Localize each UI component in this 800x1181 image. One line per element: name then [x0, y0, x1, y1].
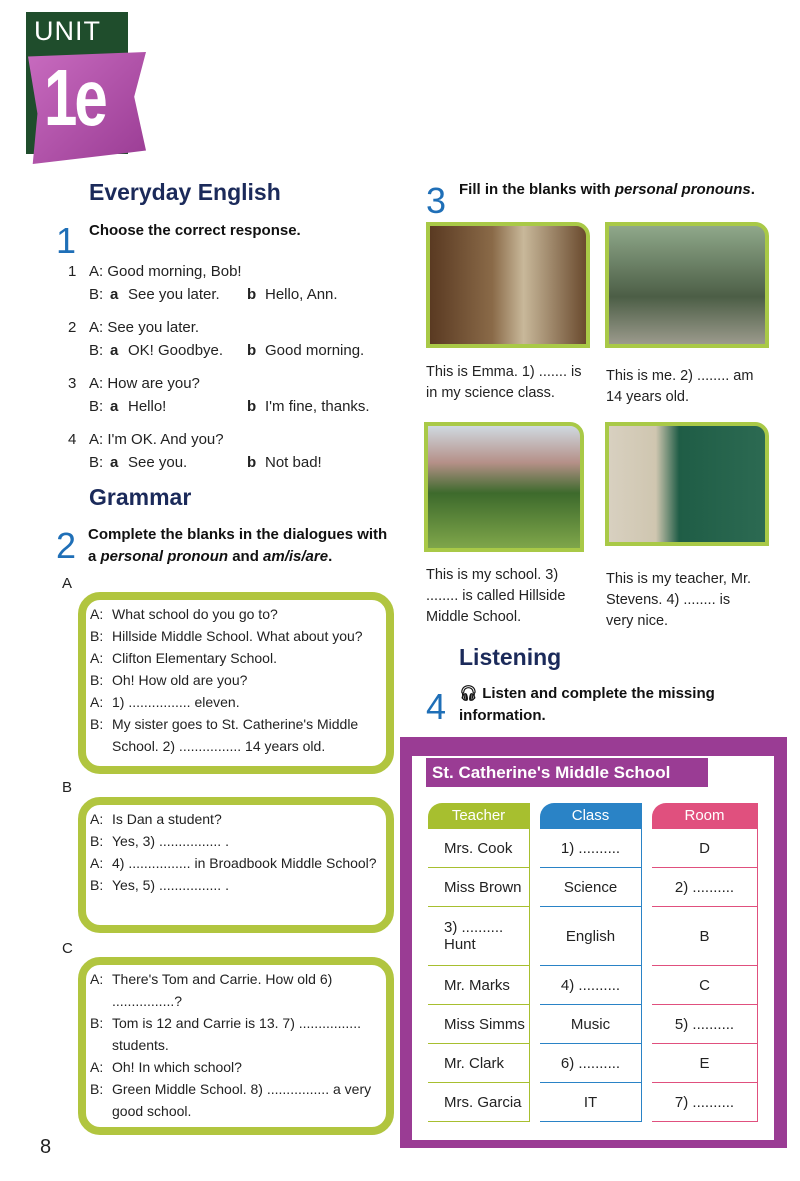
table-cell: Miss Simms [428, 1005, 529, 1044]
option-b-letter: b [247, 286, 257, 303]
exercise-1-item [68, 260, 388, 316]
option-a-letter: a [110, 454, 119, 471]
table-cell: E [652, 1044, 757, 1083]
headphones-icon[interactable]: 🎧︎ [459, 685, 479, 702]
table-cell: IT [540, 1083, 641, 1122]
dialogue-b-label: B [62, 779, 73, 796]
dialogue-line: 1) ................ eleven. [112, 694, 240, 710]
column-header: Class [540, 803, 641, 829]
dialogue-line: Oh! In which school? [112, 1059, 242, 1075]
option-a-letter: a [110, 398, 119, 415]
dialogue-b-box [78, 797, 394, 933]
column-header: Teacher [428, 803, 529, 829]
unit-label: UNIT [34, 16, 101, 46]
photo-emma-library [426, 222, 590, 348]
table-cell: 3) .......... Hunt [428, 907, 529, 966]
table-cell: English [540, 907, 641, 966]
speaker: A: [90, 971, 104, 987]
table-cell: Music [540, 1005, 641, 1044]
dialogue-a-box [78, 592, 394, 774]
option-a[interactable]: See you later. [128, 286, 220, 303]
dialogue-a-label: A [62, 575, 73, 592]
column-header: Room [652, 803, 757, 829]
b-prefix: B: [89, 342, 104, 359]
item-number: 2 [68, 319, 77, 336]
speaker: A: [90, 855, 104, 871]
dialogue-line: Yes, 3) ................ . [112, 833, 229, 849]
instr-em: personal pronoun [100, 548, 229, 565]
table-cell: 6) .......... [540, 1044, 641, 1083]
caption-3: This is my school. 3) ........ is called Hillside Middle School. [426, 567, 566, 625]
dialogue-line: Yes, 5) ................ . [112, 877, 229, 893]
instr-em: personal pronouns [614, 181, 751, 198]
table-cell: Mrs. Cook [428, 829, 529, 868]
dialogue-line: Green Middle School. 8) ................ a very good school. [112, 1081, 372, 1119]
speaker: B: [90, 877, 104, 893]
option-b-letter: b [247, 454, 257, 471]
dialogue-line: What school do you go to? [112, 606, 278, 622]
option-a-letter: a [110, 342, 119, 359]
photo-teacher [605, 422, 769, 546]
dialogue-line: Hillside Middle School. What about you? [112, 628, 363, 644]
exercise-1-items [68, 260, 388, 484]
dialogue-line: Clifton Elementary School. [112, 650, 277, 666]
instr-text: Complete the blanks in the dialogues with a [88, 526, 388, 565]
option-a[interactable]: See you. [128, 454, 188, 471]
photo-school [424, 422, 584, 552]
exercise-2-number: 2 [56, 525, 77, 566]
dialogue-line: Tom is 12 and Carrie is 13. 7) ................ students. [112, 1015, 361, 1053]
option-b[interactable]: I'm fine, thanks. [265, 398, 370, 415]
option-b-letter: b [247, 342, 257, 359]
speaker: A: [90, 1059, 104, 1075]
table-cell: 5) .......... [652, 1005, 757, 1044]
exercise-3-instruction: Fill in the blanks with personal pronouns. [459, 181, 755, 198]
table-cell: D [652, 829, 757, 868]
caption-4: This is my teacher, Mr. Stevens. 4) ........ is very nice. [606, 571, 752, 629]
photo-girl-uniform [605, 222, 769, 348]
grammar-heading: Grammar [89, 484, 192, 510]
table-cell: 7) .......... [652, 1083, 757, 1122]
dialogue-line: Is Dan a student? [112, 811, 222, 827]
item-number: 3 [68, 375, 77, 392]
table-cell: Mrs. Garcia [428, 1083, 529, 1122]
option-b[interactable]: Good morning. [265, 342, 365, 359]
item-number: 4 [68, 431, 77, 448]
option-a[interactable]: Hello! [128, 398, 167, 415]
exercise-1-item [68, 372, 388, 428]
dialogue-line: Oh! How old are you? [112, 672, 248, 688]
exercise-1-instruction: Choose the correct response. [89, 222, 301, 239]
everyday-english-heading: Everyday English [89, 179, 281, 205]
option-a-letter: a [110, 286, 119, 303]
exercise-1-item [68, 428, 388, 484]
listening-heading: Listening [459, 644, 562, 670]
b-prefix: B: [89, 286, 104, 303]
speaker: B: [90, 833, 104, 849]
column-room [652, 803, 758, 1122]
table-cell: 2) .......... [652, 868, 757, 907]
exercise-4-number: 4 [426, 686, 447, 727]
page-number: 8 [40, 1136, 52, 1158]
option-b[interactable]: Hello, Ann. [265, 286, 338, 303]
b-prefix: B: [89, 454, 104, 471]
exercise-1-item [68, 316, 388, 372]
table-cell: B [652, 907, 757, 966]
table-cell: Mr. Clark [428, 1044, 529, 1083]
column-teacher [428, 803, 530, 1122]
table-cell: 4) .......... [540, 966, 641, 1005]
dialogue-line: My sister goes to St. Catherine's Middle School. 2) ................ 14 years old. [112, 716, 359, 754]
instr-text: Fill in the blanks with [459, 181, 611, 198]
speaker: B: [90, 1015, 104, 1031]
table-cell: C [652, 966, 757, 1005]
instr-text: and [232, 548, 259, 565]
b-prefix: B: [89, 398, 104, 415]
option-a[interactable]: OK! Goodbye. [128, 342, 224, 359]
table-cell: 1) .......... [540, 829, 641, 868]
item-number: 1 [68, 263, 77, 280]
speaker: B: [90, 672, 104, 688]
unit-number: 1e [44, 53, 105, 142]
dialogue-line: There's Tom and Carrie. How old 6) ................? [112, 971, 333, 1009]
speaker: A: [90, 694, 104, 710]
table-cell: Mr. Marks [428, 966, 529, 1005]
speaker: B: [90, 628, 104, 644]
caption-1: This is Emma. 1) ....... is in my science class. [426, 364, 582, 401]
instr-em: am/is/are [263, 548, 329, 565]
prompt: A: How are you? [89, 375, 200, 392]
instr-text: Listen and complete the missing information. [459, 685, 715, 724]
column-class [540, 803, 642, 1122]
exercise-3-number: 3 [426, 180, 447, 221]
dialogue-c-box [78, 957, 394, 1135]
table-cell: Science [540, 868, 641, 907]
exercise-1-number: 1 [56, 220, 77, 261]
speaker: A: [90, 811, 104, 827]
exercise-2-instruction: Complete the blanks in the dialogues with a personal pronoun and am/is/are. [88, 526, 388, 565]
dialogue-line: 4) ................ in Broadbook Middle School? [112, 855, 377, 871]
option-b[interactable]: Not bad! [265, 454, 322, 471]
table-title: St. Catherine's Middle School [426, 758, 708, 787]
prompt: A: Good morning, Bob! [89, 263, 242, 280]
speaker: A: [90, 606, 104, 622]
speaker: A: [90, 650, 104, 666]
prompt: A: See you later. [89, 319, 200, 336]
speaker: B: [90, 716, 104, 732]
dialogue-c-label: C [62, 940, 73, 957]
exercise-4-instruction [459, 683, 759, 727]
prompt: A: I'm OK. And you? [89, 431, 224, 448]
table-cell: Miss Brown [428, 868, 529, 907]
speaker: B: [90, 1081, 104, 1097]
caption-2: This is me. 2) ........ am 14 years old. [606, 368, 754, 405]
option-b-letter: b [247, 398, 257, 415]
